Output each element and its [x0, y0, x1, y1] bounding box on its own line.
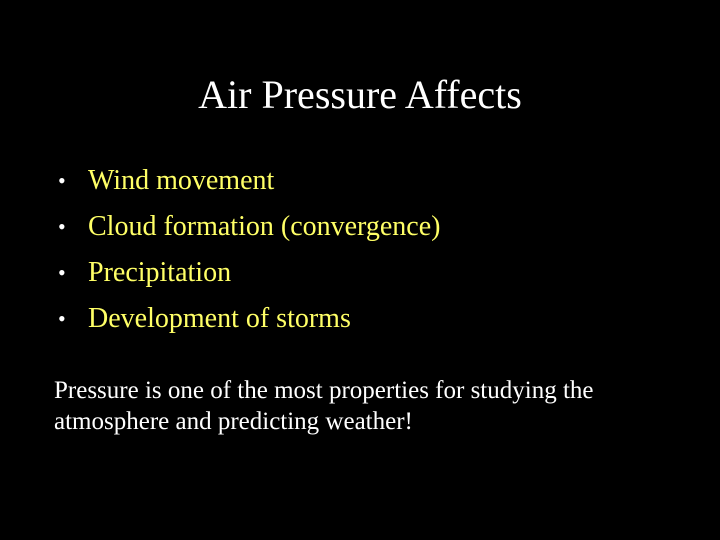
bullet-dot-icon: •: [58, 214, 66, 239]
bullet-dot-icon: •: [58, 168, 66, 193]
bullet-text: Precipitation: [88, 257, 232, 288]
bullet-text: Cloud formation (convergence): [88, 211, 441, 242]
slide-title: Air Pressure Affects: [198, 72, 522, 117]
bullet-text: Development of storms: [88, 303, 351, 334]
bullet-dot-icon: •: [58, 306, 66, 331]
bullet-dot-icon: •: [58, 260, 66, 285]
bullet-text: Wind movement: [88, 165, 275, 196]
summary-note: Pressure is one of the most properties for studying the atmosphere and predicting weather!: [54, 377, 594, 435]
